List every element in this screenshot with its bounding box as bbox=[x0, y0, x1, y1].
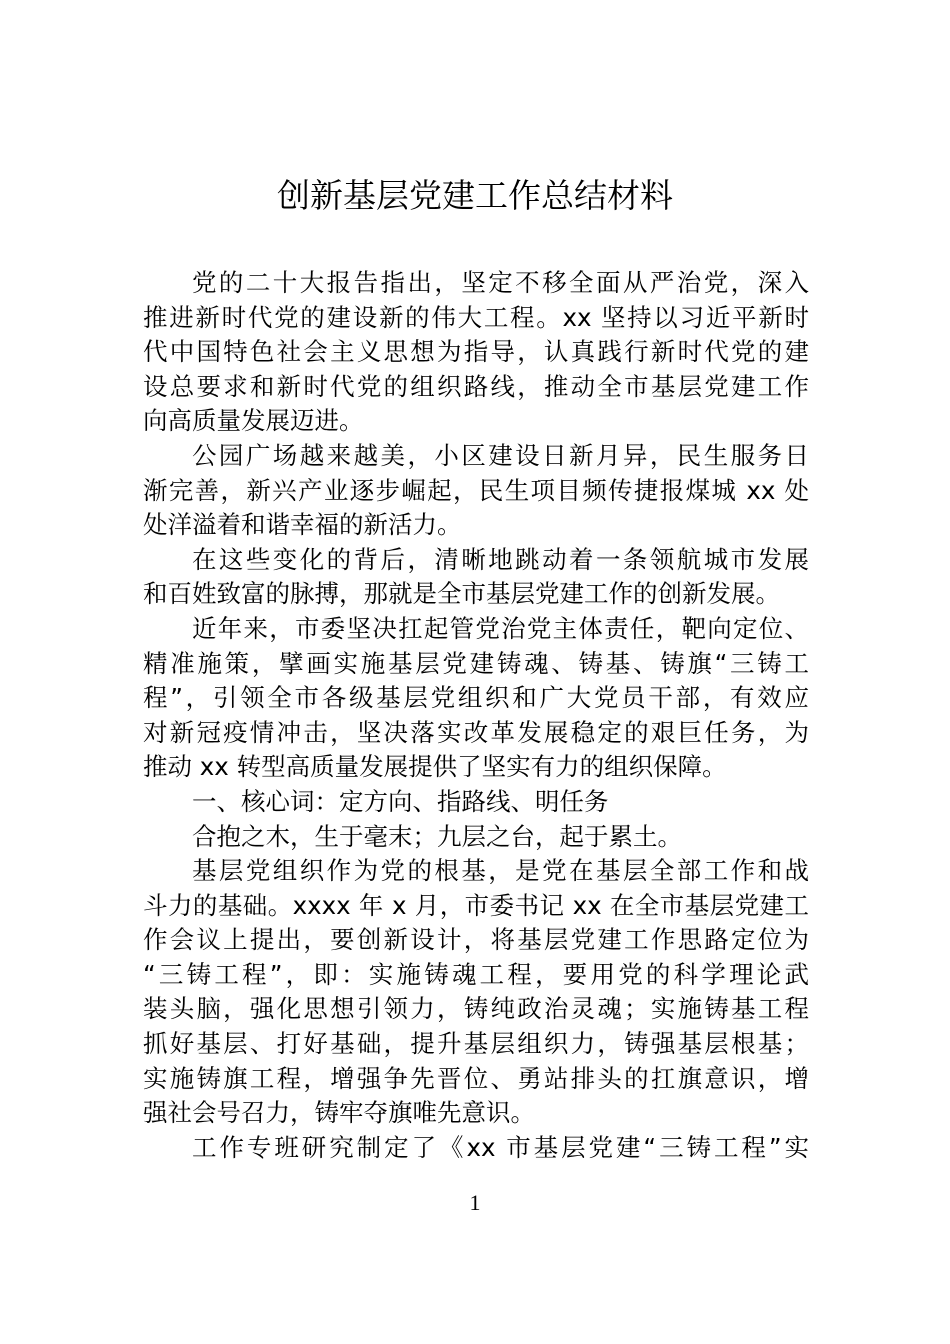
body-line: 设总要求和新时代党的组织路线，推动全市基层党建工作 bbox=[143, 371, 809, 401]
body-line: 精准施策，擘画实施基层党建铸魂、铸基、铸旗“三铸工 bbox=[143, 648, 809, 678]
document-title: 创新基层党建工作总结材料 bbox=[277, 176, 673, 215]
body-line: 处洋溢着和谐幸福的新活力。 bbox=[143, 510, 462, 540]
page-number: 1 bbox=[469, 1190, 481, 1215]
body-line: 斗力的基础。xxxx 年 x 月，市委书记 xx 在全市基层党建工 bbox=[143, 890, 809, 920]
body-line: 对新冠疫情冲击，坚决落实改革发展稳定的艰巨任务，为 bbox=[143, 717, 809, 747]
body-line: 渐完善，新兴产业逐步崛起，民生项目频传捷报煤城 xx 处 bbox=[143, 475, 809, 505]
body-line: 向高质量发展迈进。 bbox=[143, 406, 364, 436]
body-line: 推进新时代党的建设新的伟大工程。xx 坚持以习近平新时 bbox=[143, 302, 809, 332]
body-line: 工作专班研究制定了《xx 市基层党建“三铸工程”实 bbox=[192, 1132, 809, 1162]
body-line: 和百姓致富的脉搏，那就是全市基层党建工作的创新发展。 bbox=[143, 579, 780, 609]
body-line: 合抱之木，生于毫末；九层之台，起于累土。 bbox=[192, 821, 682, 851]
body-line: 党的二十大报告指出，坚定不移全面从严治党，深入 bbox=[192, 268, 809, 297]
body-line: 基层党组织作为党的根基，是党在基层全部工作和战 bbox=[192, 856, 809, 886]
body-line: 强社会号召力，铸牢夺旗唯先意识。 bbox=[143, 1098, 535, 1128]
body-line: 公园广场越来越美，小区建设日新月异，民生服务日 bbox=[192, 440, 809, 470]
body-line: 实施铸旗工程，增强争先晋位、勇站排头的扛旗意识，增 bbox=[143, 1063, 809, 1093]
body-line: 推动 xx 转型高质量发展提供了坚实有力的组织保障。 bbox=[143, 752, 727, 782]
body-line: 在这些变化的背后，清晰地跳动着一条领航城市发展 bbox=[192, 544, 809, 574]
body-line: 装头脑，强化思想引领力，铸纯政治灵魂；实施铸基工程 bbox=[143, 994, 809, 1024]
document-body bbox=[143, 266, 809, 1165]
body-line: 近年来，市委坚决扛起管党治党主体责任，靶向定位、 bbox=[192, 613, 809, 643]
body-line: 程”，引领全市各级基层党组织和广大党员干部，有效应 bbox=[143, 683, 809, 713]
body-line: 抓好基层、打好基础，提升基层组织力，铸强基层根基； bbox=[143, 1029, 809, 1059]
body-line: 代中国特色社会主义思想为指导，认真践行新时代党的建 bbox=[143, 337, 809, 367]
body-line: “三铸工程”，即：实施铸魂工程，要用党的科学理论武 bbox=[143, 959, 809, 989]
section-heading: 一、核心词：定方向、指路线、明任务 bbox=[192, 786, 609, 816]
body-line: 作会议上提出，要创新设计，将基层党建工作思路定位为 bbox=[143, 925, 809, 955]
